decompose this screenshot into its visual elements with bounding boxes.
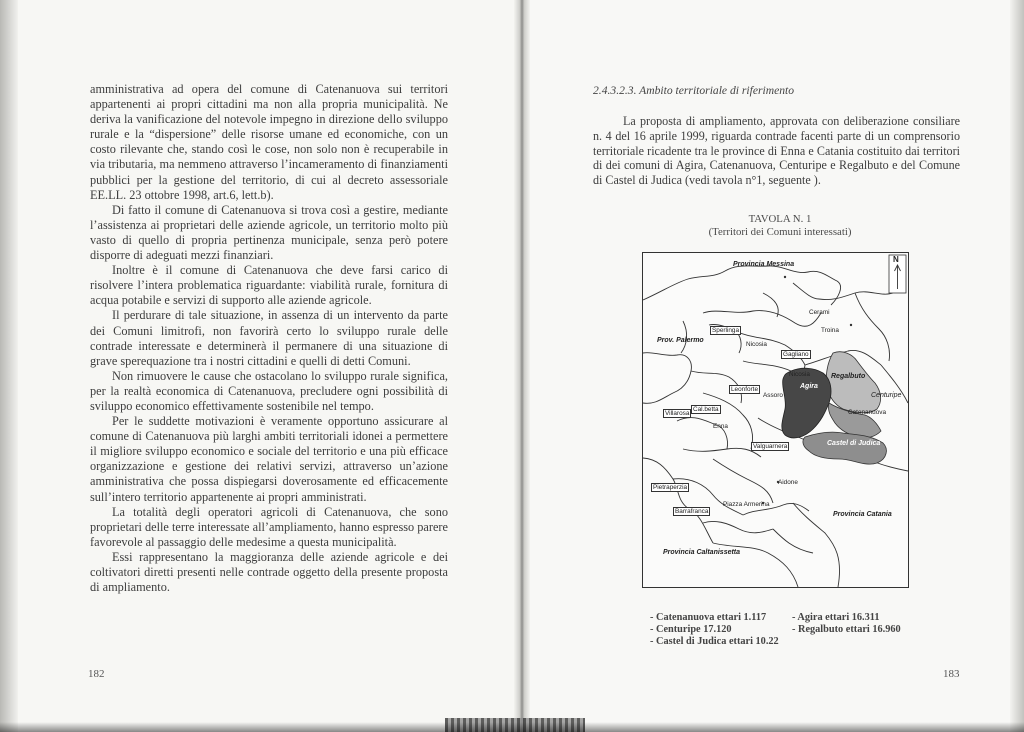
map-label-regalbuto: Regalbuto	[831, 373, 866, 380]
map-label-piazza-armerina: Piazza Armerina	[723, 501, 770, 508]
paragraph: Non rimuovere le cause che ostacolano lo sviluppo rurale significa, per la realtà economica di Catenanuova, precludere ogni possibilità di sviluppo economico effettivamente sostenibile nel tempo.	[90, 368, 448, 413]
paragraph: Essi rappresentano la maggioranza delle aziende agricole e dei coltivatori diretti presenti nelle contrade oggetto della presente proposta di ampliamento.	[90, 549, 448, 595]
legend-item: - Regalbuto ettari 16.960	[792, 624, 901, 636]
map-label-provincia-catania: Provincia Catania	[833, 511, 892, 518]
page-number-right: 183	[943, 668, 960, 680]
paragraph: Inoltre è il comune di Catenanuova che deve farsi carico di risolvere l’intera problematica riguardante: viabilità rurale, fornitura di acqua potabile e servizi di supporto alle aziende agricole.	[90, 263, 448, 308]
page-edge-right	[1010, 0, 1024, 732]
map-label-castel-di-judica: Castel di Judica	[827, 440, 881, 447]
paragraph: Per le suddette motivazioni è veramente opportuno assicurare al comune di Catenanuova più larghi ambiti territoriali idonei a permettere il migliore sviluppo economico e sociale del territorio e una più efficace organizzazione e gestione dei relativi servizi, attraverso un’azione amministrativa che possa dispiegarsi doverosamente ed efficacemente sull’intero territorio appartenente ai propri amministrati.	[90, 414, 448, 504]
map-label-villarosa: Villarosa	[665, 410, 690, 417]
map-drawing	[643, 253, 908, 587]
table-caption	[640, 213, 920, 238]
bottom-shadow	[0, 722, 1024, 732]
paragraph: La proposta di ampliamento, approvata con deliberazione consiliare n. 4 del 16 aprile 1999, riguarda contrade facenti parte di un comprensorio territoriale ricadente tra le province di Enna e Catania costituito dai territori di dei comuni di Agira, Catenanuova, Centuripe e Regalbuto e del Comune di Castel di Judica (vedi tavola n°1, seguente ).	[593, 114, 960, 188]
map-label-pietraperzia: Pietraperzia	[653, 484, 688, 491]
map-label-leonforte: Leonforte	[731, 386, 759, 393]
north-label: N	[893, 255, 899, 264]
book-gutter	[514, 0, 530, 732]
map-label-enna: Enna	[713, 423, 728, 430]
boundary-palermo	[643, 353, 691, 404]
region-castel-di-judica	[803, 432, 886, 464]
map-label-barrafranca: Barrafranca	[675, 508, 709, 515]
paragraph: amministrativa ad opera del comune di Catenanuova sui territori appartenenti ai propri cittadini ma non alla propria municipalità. Ne deriva la vanificazione del notevole impegno in direzione dello sviluppo rurale e la “dispersione” delle risorse umane ed economiche, con un costo rilevante che, stando così le cose, non solo non è recuperabile in via tributaria, ma nemmeno attraverso l’incameramento di finanziamenti pubblici per la gestione del territorio, di cui al decreto assessoriale EE.LL. 23 ottobre 1998, art.6, lett.b).	[90, 82, 448, 202]
region-regalbuto	[826, 352, 880, 413]
map-label-cerami: Cerami	[809, 309, 830, 316]
map-label-prov-palermo: Prov. Palermo	[657, 337, 704, 344]
paragraph: Di fatto il comune di Catenanuova si trova così a gestire, mediante l’assistenza ai proprietari delle aziende agricole, un territorio molto più vasto di quello di propria pertinenza municipale, senza però potere disporre di adeguati mezzi finanziari.	[90, 202, 448, 263]
table-subtitle: (Territori dei Comuni interessati)	[708, 225, 852, 238]
section-heading: 2.4.3.2.3. Ambito territoriale di riferimento	[593, 84, 795, 97]
boundary-messina	[643, 266, 841, 305]
map-label-centuripe: Centuripe	[871, 392, 902, 399]
map-label-nicosia: Nicosia	[746, 341, 767, 348]
legend-item: - Castel di Judica ettari 10.22	[650, 636, 779, 648]
region-agira	[782, 368, 831, 438]
map-label-troina: Troina	[821, 327, 839, 334]
left-page-body	[90, 82, 448, 595]
boundary-caltanissetta	[643, 458, 713, 543]
map-label-agira: Agira	[800, 383, 818, 390]
map-label-assoro: Assoro	[763, 392, 783, 399]
legend-item: - Catenanuova ettari 1.117	[650, 612, 767, 623]
territory-map	[642, 252, 909, 588]
map-label-catenanuova: Catenanuova	[848, 409, 887, 416]
map-label-nicosia-2: Nicosia	[789, 371, 810, 378]
map-label-sperlinga: Sperlinga	[712, 327, 740, 334]
map-legend	[650, 612, 950, 649]
map-label-aidone: Aidone	[778, 479, 798, 486]
right-page-body	[593, 114, 960, 188]
paragraph: La totalità degli operatori agricoli di Catenanuova, che sono proprietari delle terre interessate all’ampliamento, hanno espresso parere favorevole al passaggio delle medesime a questa municipalità.	[90, 504, 448, 549]
table-title: TAVOLA N. 1	[748, 213, 812, 225]
paragraph: Il perdurare di tale situazione, in assenza di un intervento da parte dei Comuni limitrofi, non favorirà certo lo sviluppo rurale delle contrade interessate e determinerà il permanere di una situazione di grave sperequazione tra i nostri cittadini e quelli di detti Comuni.	[90, 308, 448, 368]
map-label-provincia-caltanissetta: Provincia Caltanissetta	[663, 549, 741, 556]
map-label-valguarnera: Valguarnera	[753, 443, 788, 450]
legend-item: - Centuripe 17.120	[650, 624, 732, 636]
page-number-left: 182	[88, 668, 105, 680]
page-edge-left	[0, 0, 18, 732]
legend-item: - Agira ettari 16.311	[792, 612, 880, 623]
map-label-gagliano: Gagliano	[783, 351, 809, 358]
map-label-calascibetta: Cal.betta	[693, 406, 719, 413]
map-label-provincia-messina: Provincia Messina	[733, 261, 795, 268]
